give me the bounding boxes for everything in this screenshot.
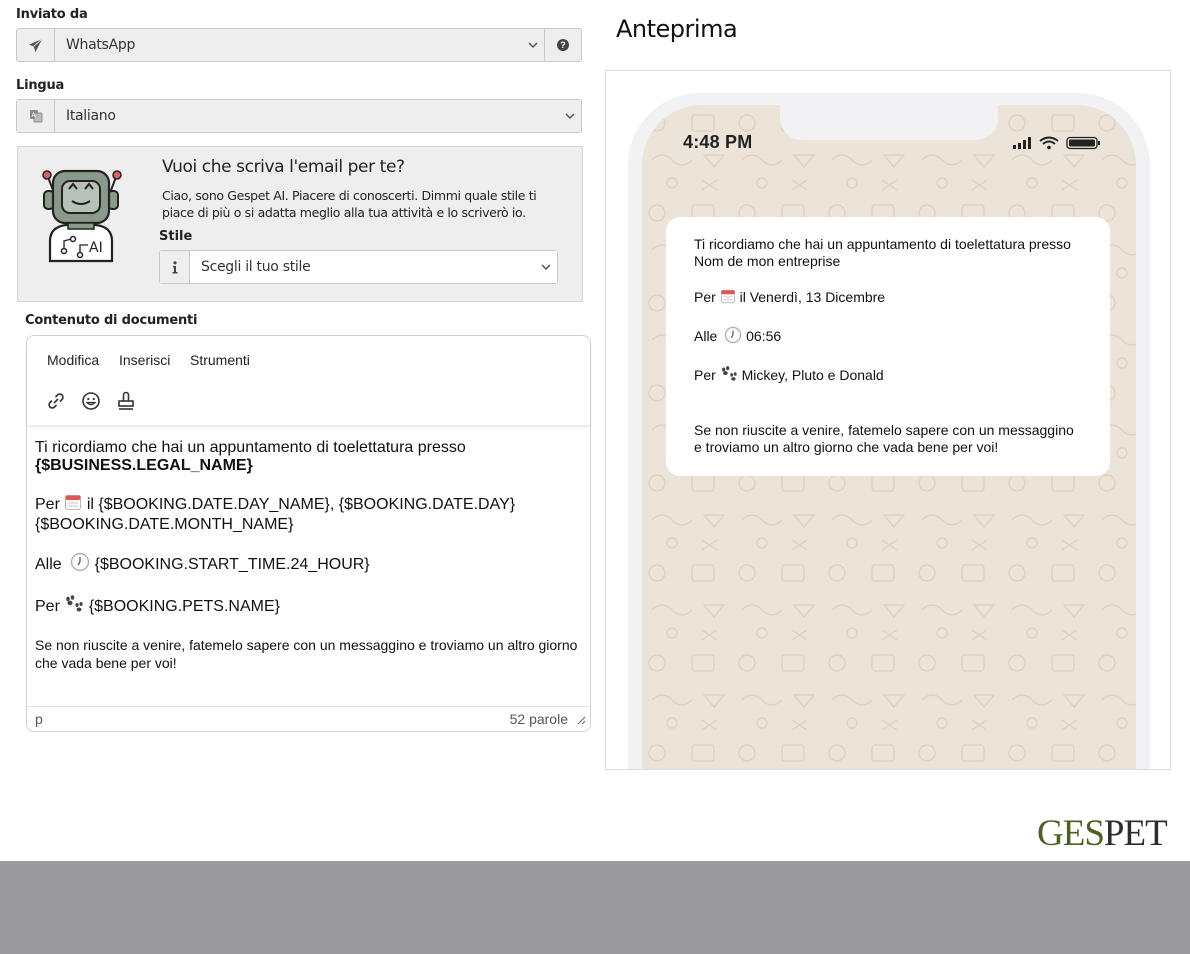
message-paragraph <box>694 236 1082 270</box>
status-icons <box>1013 136 1103 150</box>
translate-icon <box>17 100 55 132</box>
editor-paragraph <box>35 493 580 534</box>
calendar-emoji-icon <box>64 493 82 516</box>
editor-content[interactable] <box>35 439 580 690</box>
element-path[interactable]: p <box>35 711 43 727</box>
menu-strumenti[interactable]: Strumenti <box>190 352 250 368</box>
language-select-group <box>16 99 582 133</box>
paper-plane-icon <box>17 29 55 61</box>
editor-label: Contenuto di documenti <box>25 313 198 328</box>
language-select[interactable] <box>55 100 559 132</box>
editor-variable: {$BUSINESS.LEGAL_NAME} <box>35 457 253 474</box>
status-bar-time: 4:48 PM <box>683 132 753 152</box>
paw-emoji-icon <box>720 366 738 386</box>
stamp-icon[interactable] <box>115 390 137 412</box>
sender-select[interactable] <box>55 29 522 61</box>
message-text: Alle <box>694 328 718 344</box>
phone-mockup <box>628 93 1150 770</box>
editor-paragraph <box>35 439 580 475</box>
word-count[interactable]: 52 parole <box>509 711 568 727</box>
editor-paragraph <box>35 552 580 577</box>
chevron-down-icon[interactable] <box>535 251 557 283</box>
footer-band <box>0 861 1190 954</box>
calendar-emoji-icon <box>720 288 736 308</box>
svg-text:A: A <box>31 112 36 119</box>
editor-text: {$BOOKING.START_TIME.24_HOUR} <box>94 556 370 573</box>
editor-toolbar <box>27 336 590 425</box>
ai-assistant-panel <box>17 146 583 302</box>
help-button[interactable] <box>544 29 581 61</box>
editor-text: Per <box>35 598 60 615</box>
message-paragraph <box>694 288 1082 308</box>
question-circle-icon: ? <box>557 39 569 51</box>
phone-notch <box>780 105 998 140</box>
preview-panel <box>605 70 1171 770</box>
editor-text: {$BOOKING.PETS.NAME} <box>88 598 280 615</box>
message-text: Per <box>694 367 716 383</box>
robot-ai-badge: AI <box>89 240 103 256</box>
menu-inserisci[interactable]: Inserisci <box>119 352 171 368</box>
editor-text: Se non riuscite a venire, fatemelo sapere con un messaggino e troviamo un altro giorno che vada bene per voi! <box>35 637 578 671</box>
link-icon[interactable] <box>45 390 67 412</box>
chevron-down-icon[interactable] <box>559 100 581 132</box>
message-paragraph <box>694 326 1082 348</box>
robot-illustration <box>40 167 122 263</box>
clock-emoji-icon <box>70 552 90 577</box>
message-text: 06:56 <box>746 328 782 344</box>
message-text: Se non riuscite a venire, fatemelo sapere con un messaggino e troviamo un altro giorno che vada bene per voi! <box>694 422 1074 455</box>
ai-panel-title: Vuoi che scriva l'email per te? <box>162 157 405 177</box>
style-select-value: Scegli il tuo stile <box>201 259 311 275</box>
emoji-icon[interactable] <box>80 390 102 412</box>
message-text: il Venerdì, 13 Dicembre <box>739 289 886 305</box>
chevron-down-icon[interactable] <box>522 29 544 61</box>
menu-modifica[interactable]: Modifica <box>47 352 100 368</box>
message-paragraph <box>694 422 1082 456</box>
editor-text: Ti ricordiamo che hai un appuntamento di toelettatura presso <box>35 439 466 456</box>
editor-text: {$BOOKING.DATE.MONTH_NAME} <box>35 516 294 533</box>
message-text: Per <box>694 289 716 305</box>
sender-label: Inviato da <box>16 7 88 22</box>
message-bubble <box>666 217 1110 476</box>
logo-part-ges: GES <box>1037 813 1104 854</box>
editor-paragraph <box>35 595 580 618</box>
style-select-group <box>159 250 558 284</box>
sender-select-value: WhatsApp <box>66 37 136 53</box>
editor-text: Alle <box>35 556 62 573</box>
ai-panel-description: Ciao, sono Gespet AI. Piacere di conoscerti. Dimmi quale stile ti piace di più o si adatta meglio alla tua attività e lo scriverò io. <box>162 188 537 220</box>
editor-paragraph <box>35 636 580 672</box>
gespet-logo <box>1037 812 1167 855</box>
rich-text-editor <box>26 335 591 732</box>
logo-part-pet: PET <box>1103 813 1167 854</box>
editor-statusbar <box>27 706 590 731</box>
language-select-value: Italiano <box>66 108 116 124</box>
resize-handle-icon[interactable] <box>576 712 586 728</box>
style-select[interactable] <box>190 251 535 283</box>
language-label: Lingua <box>16 78 65 93</box>
message-text: Mickey, Pluto e Donald <box>741 367 884 383</box>
paw-emoji-icon <box>64 595 84 618</box>
whatsapp-chat-screen <box>642 105 1136 770</box>
message-paragraph <box>694 366 1082 386</box>
editor-text: Per <box>35 496 60 513</box>
message-text: Ti ricordiamo che hai un appuntamento di toelettatura presso Nom de mon entreprise <box>694 236 1071 269</box>
info-icon <box>160 251 190 283</box>
editor-text: il {$BOOKING.DATE.DAY_NAME}, {$BOOKING.DATE.DAY} <box>86 496 516 513</box>
sender-select-group <box>16 28 582 62</box>
preview-title: Anteprima <box>616 15 738 43</box>
style-label: Stile <box>159 229 193 244</box>
clock-emoji-icon <box>724 326 742 348</box>
